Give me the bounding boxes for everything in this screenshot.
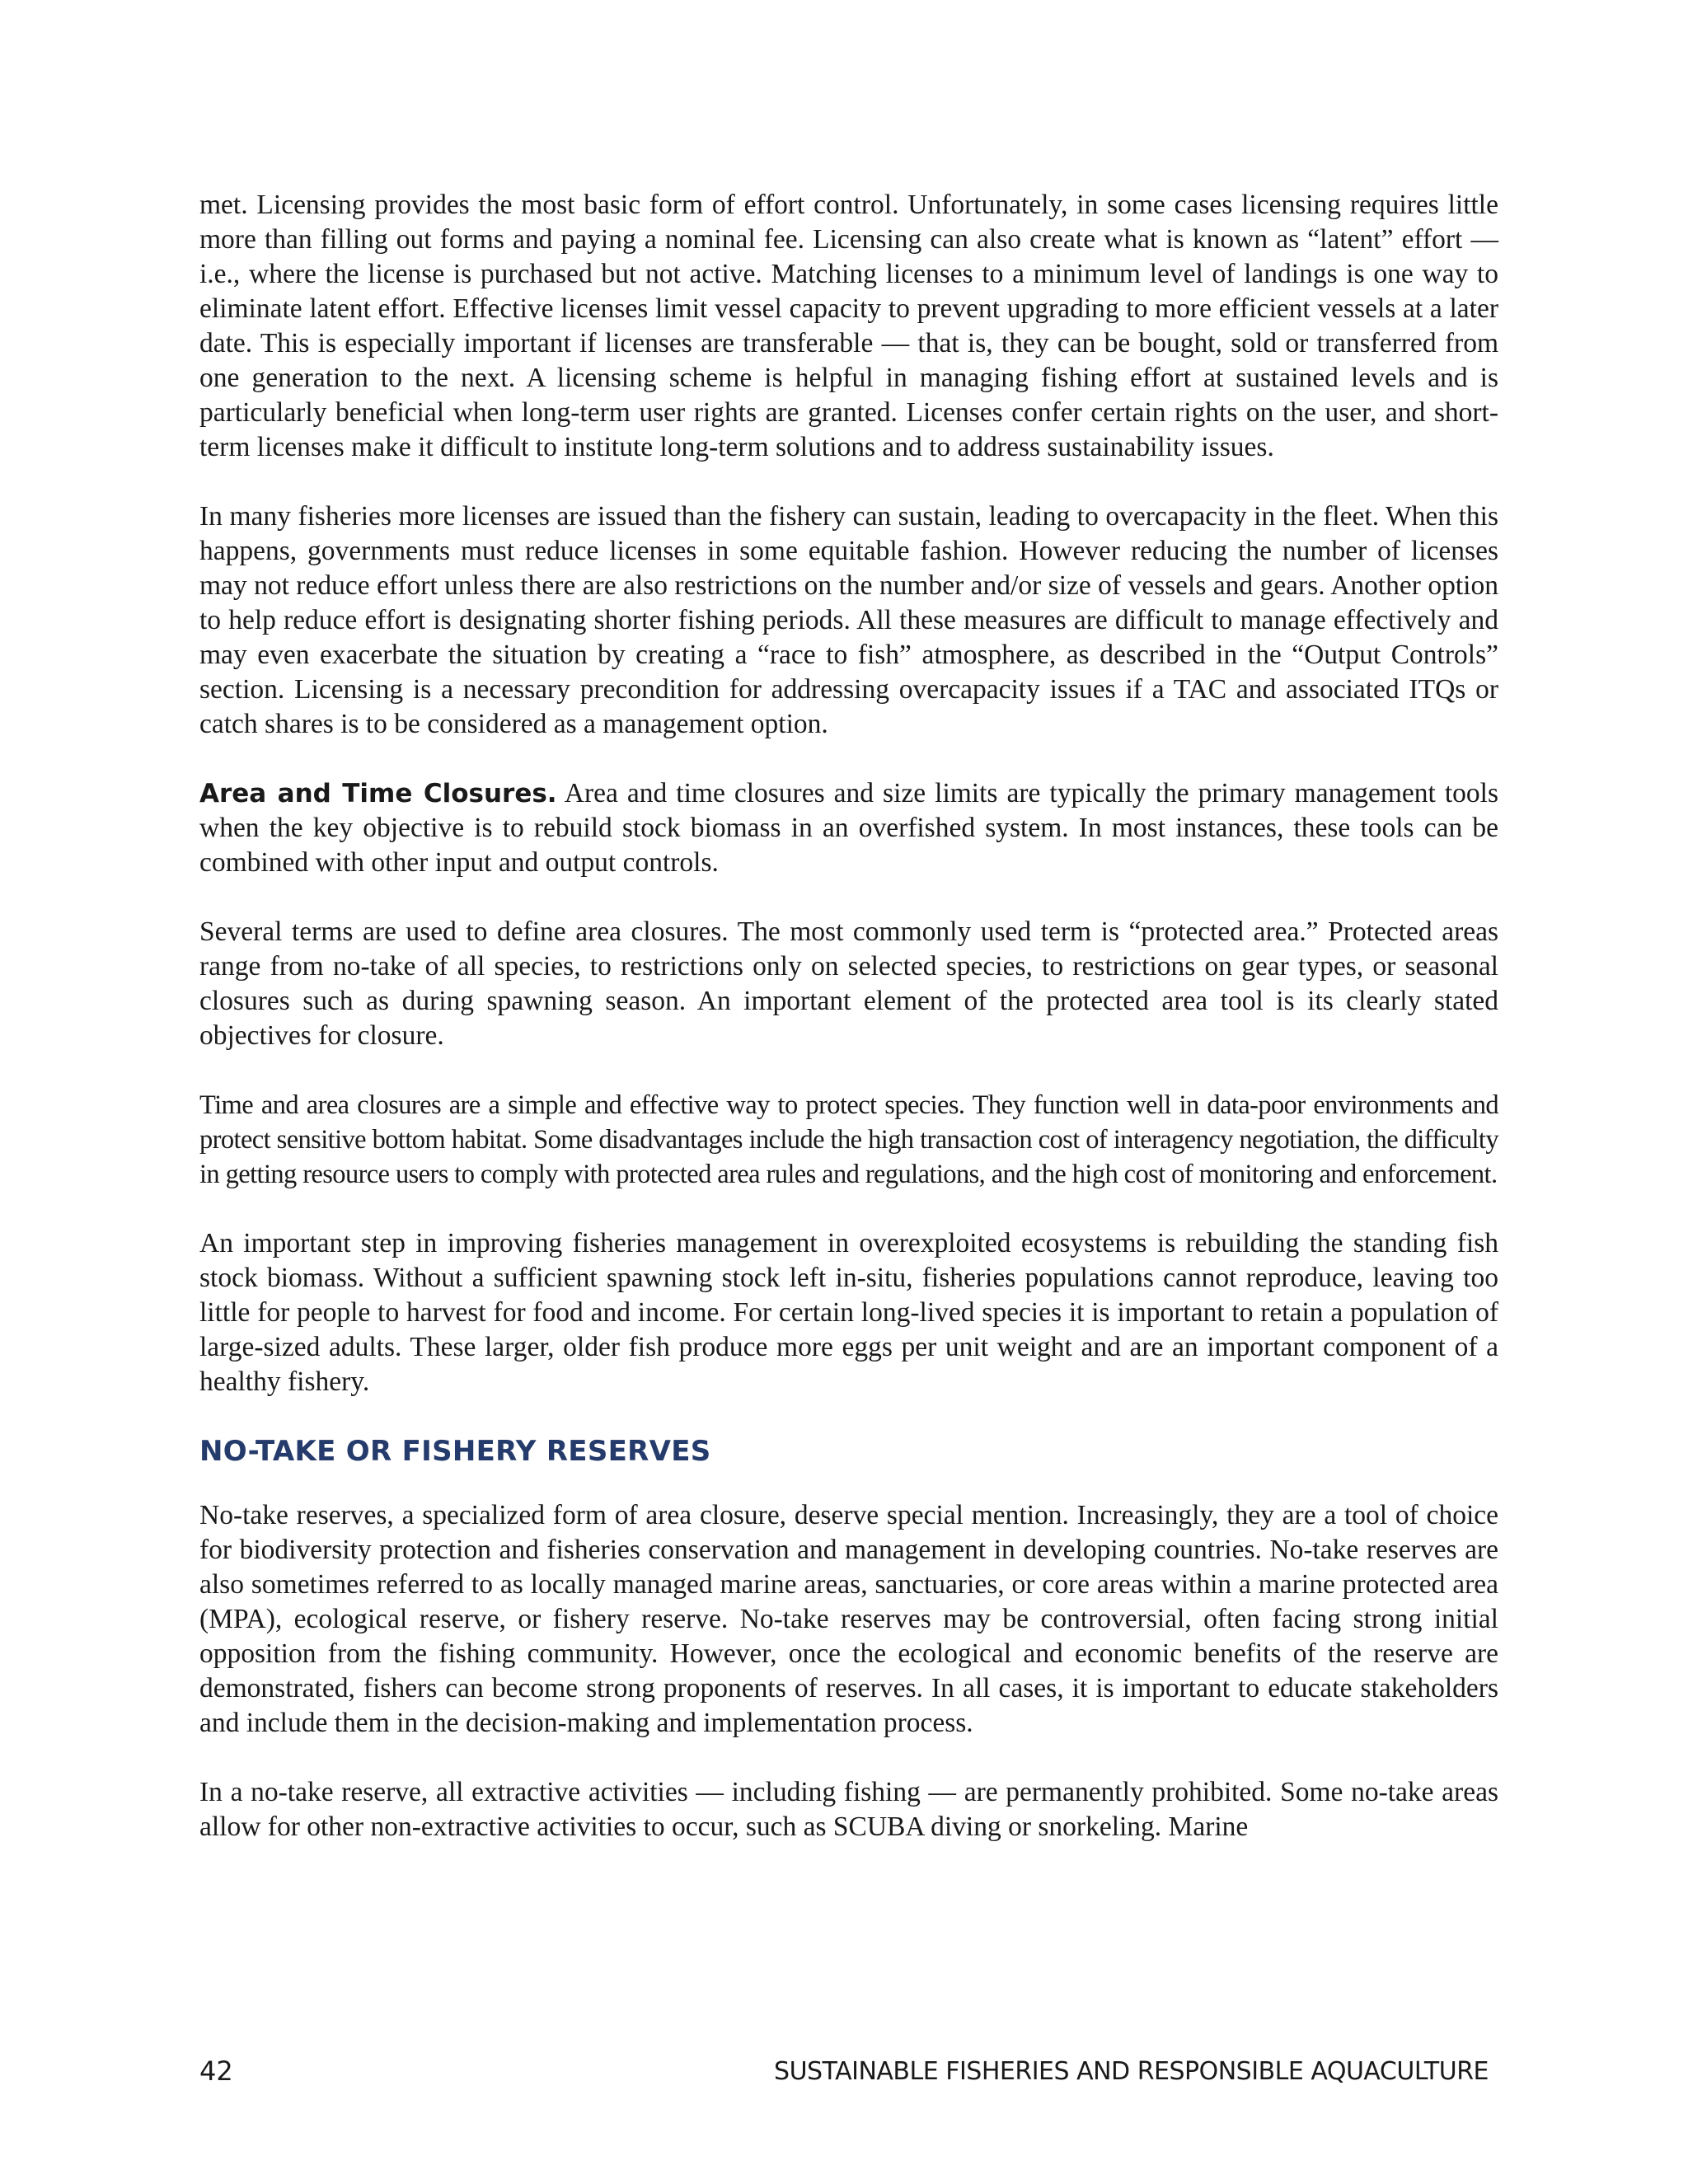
paragraph-extractive-activities: In a no-take reserve, all extractive activities — including fishing — are permanently prohibited. Some no-take areas allow for other non-extractive activities to occur, such as SCUBA diving or snorkeling. Marine (199, 1777, 1498, 1842)
page-number: 42 (199, 2055, 233, 2087)
section-heading: NO-TAKE OR FISHERY RESERVES (199, 1435, 711, 1468)
body-text (199, 188, 1498, 1844)
paragraph-area-time-closures-text: Area and time closures and size limits are typically the primary management tools when the key objective is to rebuild stock biomass in an overfished system. In most instances, these tools can be combined with other input and output controls. (199, 778, 1498, 878)
paragraph-licensing: met. Licensing provides the most basic form of effort control. Unfortunately, in some cases licensing requires little more than filling out forms and paying a nominal fee. Licensing can also create what is known as “latent” effort — i.e., where the license is purchased but not active. Matching licenses to a minimum level of landings is one way to eliminate latent effort. Effective licenses limit vessel capacity to prevent upgrading to more efficient vessels at a later date. This is especially important if licenses are transferable — that is, they can be bought, sold or transferred from one generation to the next. A licensing scheme is helpful in managing fishing effort at sustained levels and is particularly beneficial when long-term user rights are granted. Licenses confer certain rights on the user, and short-term licenses make it difficult to institute long-term solutions and to address sustainability issues. (199, 190, 1498, 462)
paragraph-rebuilding-biomass: An important step in improving fisheries management in overexploited ecosystems is rebuilding the standing fish stock biomass. Without a sufficient spawning stock left in-situ, fisheries populations cannot reproduce, leaving too little for people to harvest for food and income. For certain long-lived species it is important to retain a population of large-sized adults. These larger, older fish produce more eggs per unit weight and are an important component of a healthy fishery. (199, 1228, 1498, 1397)
run-in-heading: Area and Time Closures. (199, 779, 557, 808)
paragraph-closure-disadvantages: Time and area closures are a simple and effective way to protect species. They function well in data-poor environments and protect sensitive bottom habitat. Some disadvantages include the high transaction cost of interagency negotiation, the difficulty in getting resource users to comply with protected area rules and regulations, and the high cost of monitoring and enforcement. (199, 1090, 1498, 1189)
running-title: SUSTAINABLE FISHERIES AND RESPONSIBLE AQUACULTURE (774, 2057, 1489, 2086)
paragraph-no-take-reserves: No-take reserves, a specialized form of area closure, deserve special mention. Increasingly, they are a tool of choice for biodiversity protection and fisheries conservation and management in developing countries. No-take reserves are also sometimes referred to as locally managed marine areas, sanctuaries, or core areas within a marine protected area (MPA), ecological reserve, or fishery reserve. No-take reserves may be controversial, often facing strong initial opposition from the fishing community. However, once the ecological and economic benefits of the reserve are demonstrated, fishers can become strong proponents of reserves. In all cases, it is important to educate stakeholders and include them in the decision-making and implementation process. (199, 1500, 1498, 1738)
paragraph-protected-area: Several terms are used to define area closures. The most commonly used term is “protected area.” Protected areas range from no-take of all species, to restrictions only on selected species, to restrictions on gear types, or seasonal closures such as during spawning season. An important element of the protected area tool is its clearly stated objectives for closure. (199, 916, 1498, 1051)
paragraph-overcapacity: In many fisheries more licenses are issued than the fishery can sustain, leading to overcapacity in the fleet. When this happens, governments must reduce licenses in some equitable fashion. However reducing the number of licenses may not reduce effort unless there are also restrictions on the number and/or size of vessels and gears. Another option to help reduce effort is designating shorter fishing periods. All these measures are difficult to manage effectively and may even exacerbate the situation by creating a “race to fish” atmosphere, as described in the “Output Controls” section. Licensing is a necessary precondition for addressing overcapacity issues if a TAC and associated ITQs or catch shares is to be considered as a management option. (199, 501, 1498, 739)
paragraph-area-time-closures (199, 776, 1498, 880)
page-footer (199, 2055, 1489, 2092)
